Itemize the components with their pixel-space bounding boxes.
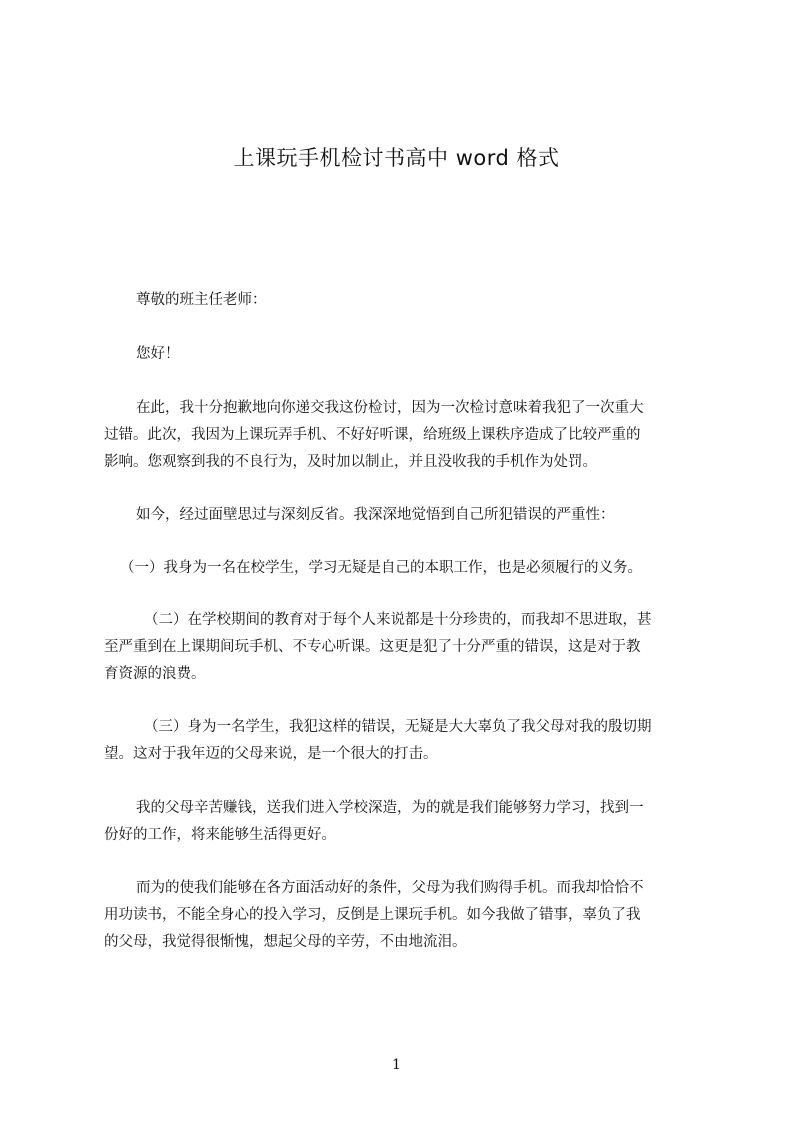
greeting — [104, 341, 704, 368]
paragraph-point-two — [104, 607, 704, 688]
page-number: 1 — [392, 1057, 401, 1073]
paragraph-line: 的父母，我觉得很惭愧，想起父母的辛劳，不由地流泪。 — [104, 934, 467, 950]
document-title: 上课玩手机检讨书高中 word 格式 — [233, 146, 560, 170]
paragraph-line: 育资源的浪费。 — [104, 666, 206, 682]
paragraph-line: 如今，经过面壁思过与深刻反省。我深深地觉悟到自己所犯错误的严重性： — [136, 507, 615, 523]
paragraph-line: 至严重到在上课期间玩手机、不专心听课。这更是犯了十分严重的错误，这是对于教 — [104, 639, 641, 655]
paragraph-intro — [104, 395, 704, 476]
paragraph-line: 而为的使我们能够在各方面活动好的条件，父母为我们购得手机。而我却恰恰不 — [136, 880, 644, 896]
paragraph-line: （三）身为一名学生，我犯这样的错误，无疑是大大辜负了我父母对我的殷切期 — [144, 719, 652, 735]
paragraph-line: 过错。此次，我因为上课玩弄手机、不好好听课，给班级上课秩序造成了比较严重的 — [104, 427, 641, 443]
salutation — [104, 287, 704, 314]
paragraph-line: 用功读书，不能全身心的投入学习，反倒是上课玩手机。如今我做了错事，辜负了我 — [104, 907, 641, 923]
paragraph-point-three — [104, 714, 704, 768]
salutation-line: 尊敬的班主任老师： — [136, 292, 267, 308]
paragraph-parents-work — [104, 795, 704, 849]
paragraph-line: 望。这对于我年迈的父母来说，是一个很大的打击。 — [104, 746, 438, 762]
paragraph-line: 在此，我十分抱歉地向你递交我这份检讨，因为一次检讨意味着我犯了一次重大 — [136, 400, 644, 416]
paragraph-line: （二）在学校期间的教育对于每个人来说都是十分珍贵的，而我却不思进取，甚 — [144, 612, 652, 628]
paragraph-phone-regret — [104, 875, 704, 956]
paragraph-reflection — [104, 502, 704, 529]
paragraph-line: （一）我身为一名在校学生，学习无疑是自己的本职工作，也是必须履行的义务。 — [120, 560, 642, 576]
greeting-line: 您好！ — [136, 346, 180, 362]
paragraph-line: 份好的工作，将来能够生活得更好。 — [104, 827, 336, 843]
paragraph-line: 影响。您观察到我的不良行为，及时加以制止，并且没收我的手机作为处罚。 — [104, 454, 597, 470]
paragraph-point-one — [104, 555, 704, 582]
paragraph-line: 我的父母辛苦赚钱，送我们进入学校深造，为的就是我们能够努力学习，找到一 — [136, 800, 644, 816]
